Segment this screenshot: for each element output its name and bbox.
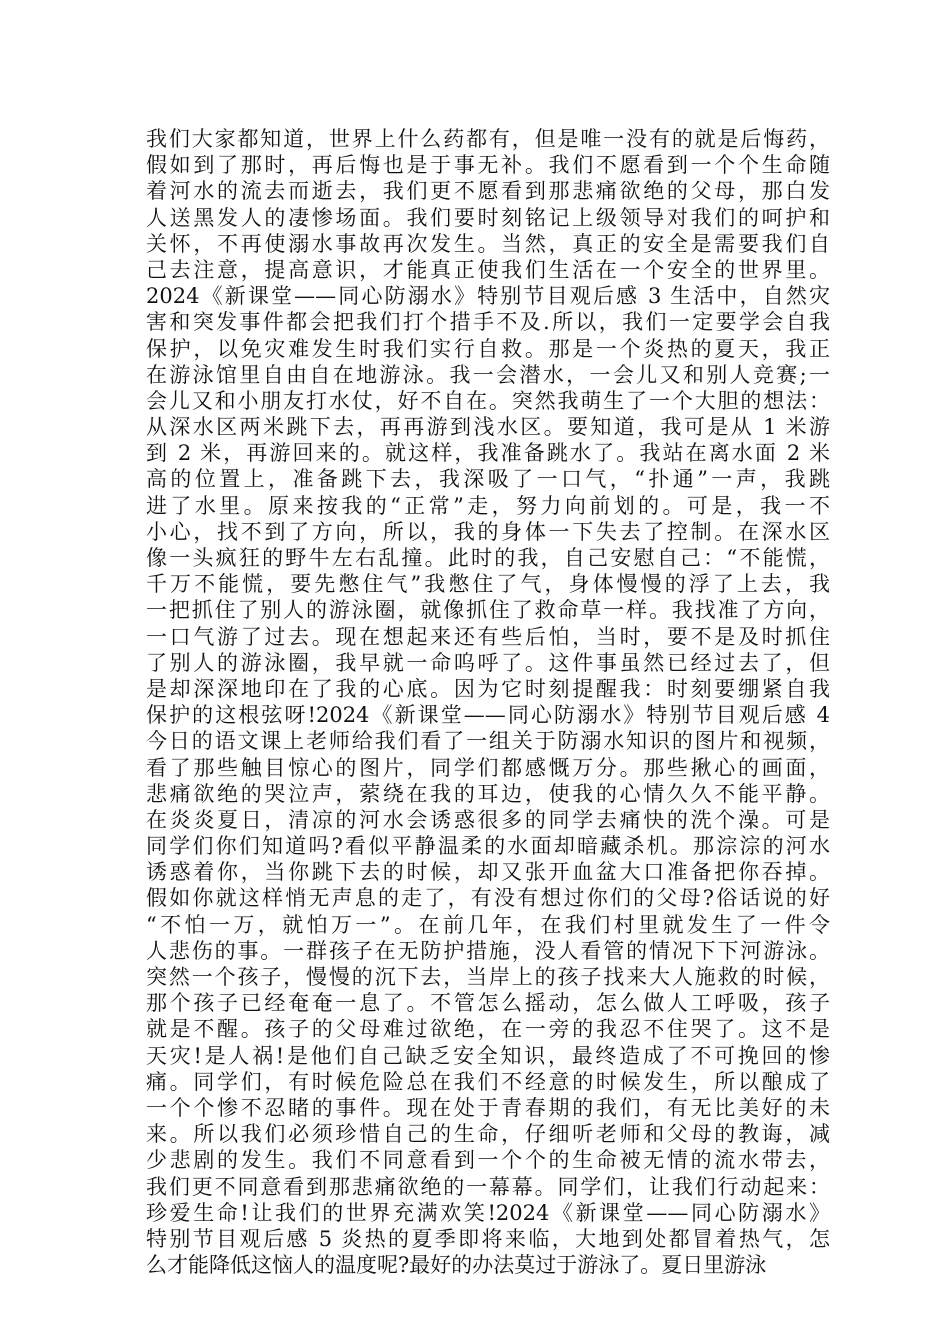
text-line: 我们更不同意看到那悲痛欲绝的一幕幕。同学们，让我们行动起来： — [146, 1174, 830, 1199]
text-line: 小心，找不到了方向，所以，我的身体一下失去了控制。在深水区 — [146, 519, 830, 544]
text-line: 人送黑发人的凄惨场面。我们要时刻铭记上级领导对我们的呵护和 — [146, 205, 830, 230]
text-line: 高的位置上，准备跳下去，我深吸了一口气，“扑通”一声，我跳 — [146, 467, 830, 492]
text-line: 保护的这根弦呀!2024《新课堂——同心防溺水》特别节目观后感 4 — [146, 703, 830, 728]
text-line: 从深水区两米跳下去，再再游到浅水区。要知道，我可是从 1 米游 — [146, 415, 830, 440]
text-line: 少悲剧的发生。我们不同意看到一个个的生命被无情的流水带去， — [146, 1148, 830, 1173]
text-line: 会儿又和小朋友打水仗，好不自在。突然我萌生了一个大胆的想法： — [146, 388, 830, 413]
text-line: 一口气游了过去。现在想起来还有些后怕，当时，要不是及时抓住 — [146, 624, 830, 649]
text-line: 一把抓住了别人的游泳圈，就像抓住了救命草一样。我找准了方向， — [146, 598, 830, 623]
body-text — [146, 126, 830, 1278]
text-line: 天灾!是人祸!是他们自己缺乏安全知识，最终造成了不可挽回的惨 — [146, 1043, 830, 1068]
text-line: 假如你就这样悄无声息的走了，有没有想过你们的父母?俗话说的好 — [146, 886, 830, 911]
text-line: 保护，以免灾难发生时我们实行自救。那是一个炎热的夏天，我正 — [146, 336, 830, 361]
text-line: 己去注意，提高意识，才能真正使我们生活在一个安全的世界里。 — [146, 257, 830, 282]
text-line: 那个孩子已经奄奄一息了。不管怎么摇动，怎么做人工呼吸，孩子 — [146, 991, 830, 1016]
text-line: 在炎炎夏日，清凉的河水会诱惑很多的同学去痛快的洗个澡。可是 — [146, 807, 830, 832]
text-line: 害和突发事件都会把我们打个措手不及.所以，我们一定要学会自我 — [146, 310, 830, 335]
text-line: 特别节目观后感 5 炎热的夏季即将来临，大地到处都冒着热气，怎 — [146, 1226, 830, 1251]
text-line: 我们大家都知道，世界上什么药都有，但是唯一没有的就是后悔药， — [146, 127, 830, 151]
text-line: 千万不能慌，要先憋住气”我憋住了气，身体慢慢的浮了上去，我 — [146, 572, 830, 597]
text-line: 就是不醒。孩子的父母难过欲绝，在一旁的我忍不住哭了。这不是 — [146, 1017, 830, 1042]
text-line: 么才能降低这恼人的温度呢?最好的办法莫过于游泳了。夏日里游泳 — [146, 1253, 767, 1278]
text-line: 是却深深地印在了我的心底。因为它时刻提醒我：时刻要绷紧自我 — [146, 676, 830, 701]
text-line: “不怕一万，就怕万一”。在前几年，在我们村里就发生了一件令 — [146, 912, 830, 937]
text-line: 诱惑着你，当你跳下去的时候，却又张开血盆大口准备把你吞掉。 — [146, 860, 830, 885]
text-line: 2024《新课堂——同心防溺水》特别节目观后感 3 生活中，自然灾 — [146, 284, 830, 309]
text-line: 痛。同学们，有时候危险总在我们不经意的时候发生，所以酿成了 — [146, 1069, 830, 1094]
text-line: 同学们你们知道吗?看似平静温柔的水面却暗藏杀机。那淙淙的河水 — [146, 834, 830, 859]
text-line: 看了那些触目惊心的图片，同学们都感慨万分。那些揪心的画面， — [146, 755, 830, 780]
text-line: 一个个惨不忍睹的事件。现在处于青春期的我们，有无比美好的未 — [146, 1095, 830, 1120]
text-line: 了别人的游泳圈，我早就一命呜呼了。这件事虽然已经过去了，但 — [146, 650, 830, 675]
text-line: 来。所以我们必须珍惜自己的生命，仔细听老师和父母的教诲，减 — [146, 1122, 830, 1147]
text-line: 像一头疯狂的野牛左右乱撞。此时的我，自己安慰自己：“不能慌， — [146, 546, 830, 570]
text-line: 人悲伤的事。一群孩子在无防护措施，没人看管的情况下下河游泳。 — [146, 938, 830, 963]
text-line: 突然一个孩子，慢慢的沉下去，当岸上的孩子找来大人施救的时候， — [146, 965, 830, 989]
text-line: 珍爱生命!让我们的世界充满欢笑!2024《新课堂——同心防溺水》 — [146, 1200, 830, 1225]
text-line: 着河水的流去而逝去，我们更不愿看到那悲痛欲绝的父母，那白发 — [146, 179, 830, 204]
text-line: 今日的语文课上老师给我们看了一组关于防溺水知识的图片和视频， — [146, 729, 830, 754]
text-line: 在游泳馆里自由自在地游泳。我一会潜水，一会儿又和别人竞赛;一 — [146, 362, 830, 387]
text-line: 关怀，不再使溺水事故再次发生。当然，真正的安全是需要我们自 — [146, 231, 830, 256]
text-line: 假如到了那时，再后悔也是于事无补。我们不愿看到一个个生命随 — [146, 153, 830, 178]
text-line: 到 2 米，再游回来的。就这样，我准备跳水了。我站在离水面 2 米 — [146, 441, 830, 466]
text-line: 进了水里。原来按我的“正常”走，努力向前划的。可是，我一不 — [146, 493, 830, 518]
text-line: 悲痛欲绝的哭泣声，萦绕在我的耳边，使我的心情久久不能平静。 — [146, 781, 830, 806]
